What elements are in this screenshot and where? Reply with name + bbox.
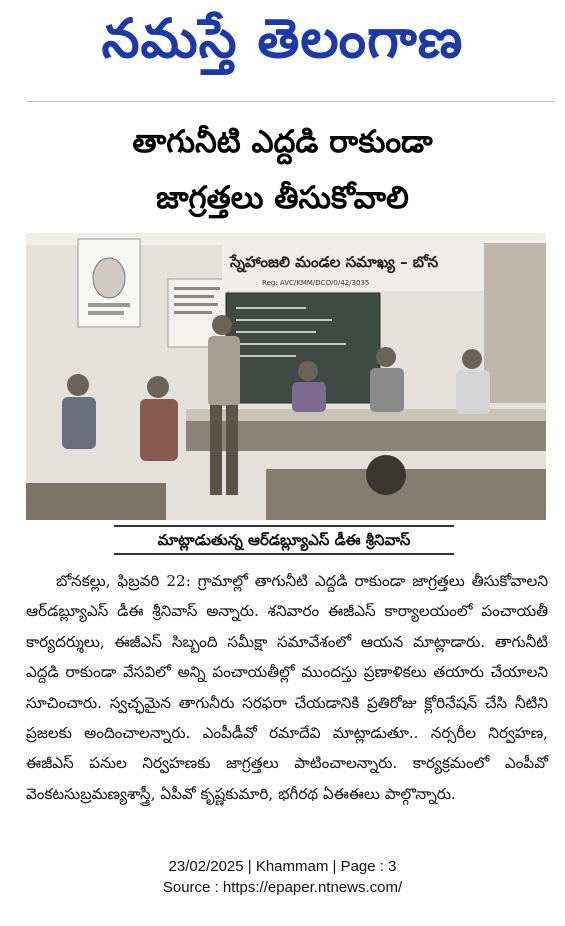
photo-banner-text: స్నేహాంజలి మండల సమాఖ్య – బోన xyxy=(230,253,439,271)
masthead-divider xyxy=(27,101,555,102)
footer-source: Source : https://epaper.ntnews.com/ xyxy=(162,879,403,896)
article-paragraph: బోనకల్లు, ఫిబ్రవరి 22: గ్రామాల్లో తాగునీటి ఎద్దడి రాకుండా జాగ్రత్తలు తీసుకోవాలని ఆర్‌డబ్ల్యూఎస్ డీఈ శ్రీనివాస్ అన్నారు. శనివారం ఈజీఎస్ కార్యాలయంలో పంచాయతీ కార్యదర్శులు, ఈజీఎస్ సిబ్బంది సమీక్షా సమావేశంలో ఆయన మాట్లాడారు. తాగునీటి ఎద్దడి రాకుండా వేసవిలో అన్ని పంచాయతీల్లో ముందస్తు ప్రణాళికలు తయారు చేయాలని సూచించారు. స్వచ్ఛమైన తాగునీరు సరఫరా చేయడానికి ప్రతిరోజు క్లోరినేషన్ చేసి నీటిని ప్రజలకు అందించాలన్నారు. ఎంపీడీవో రమాదేవి మాట్లాడుతూ.. నర్సరీల నిర్వహణ, ఈజీఎస్ పనుల నిర్వహణకు జాగ్రత్తలు పాటించాలన్నారు. కార్యక్రమంలో ఎంపీవో వెంకటసుబ్రమణ్యశాస్త్రీ, ఏపీవో కృష్ణకుమారి, భగీరథ ఏఈఈలు పాల్గొన్నారు. xyxy=(26,572,548,803)
headline-line-2: జాగ్రత్తలు తీసుకోవాలి xyxy=(156,180,409,216)
photo-caption: మాట్లాడుతున్న ఆర్‌డబ్ల్యూఎస్ డీఈ శ్రీనివాస్ xyxy=(157,531,411,549)
masthead xyxy=(0,0,565,80)
news-photo xyxy=(26,233,546,520)
photo-caption-bar xyxy=(114,525,454,555)
photo-banner-sub: Reg: AVC/KMM/DCO/0/42/3035 xyxy=(262,279,370,287)
meeting-photo-illustration xyxy=(26,233,546,520)
newspaper-title: నమస్తే తెలంగాణ xyxy=(101,7,464,70)
headline-line-1: తాగునీటి ఎద్దడి రాకుండా xyxy=(132,124,433,160)
article-body xyxy=(26,566,548,809)
footer-date-edition: 23/02/2025 | Khammam | Page : 3 xyxy=(168,858,397,875)
